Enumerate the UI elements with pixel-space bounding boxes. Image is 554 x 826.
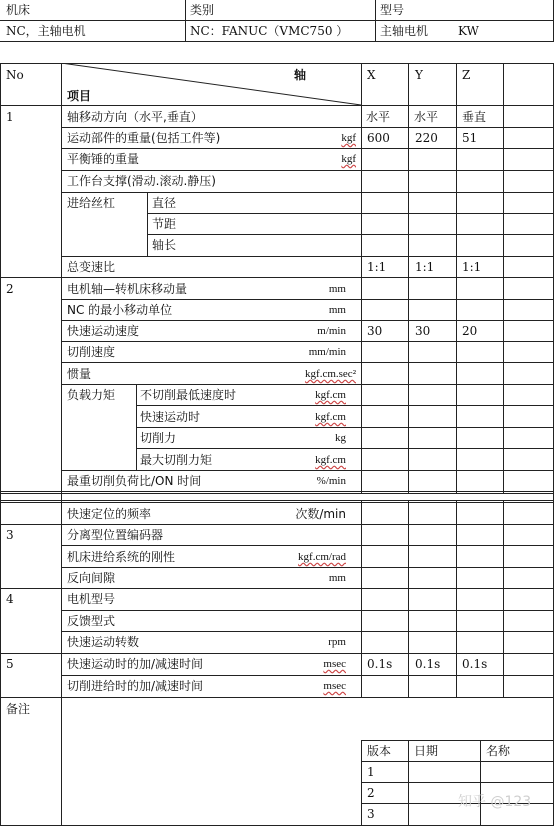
sub-unit: kgf.cm [315, 411, 346, 423]
sub-label: 快速运动时 [140, 410, 201, 424]
row-unit: m/min [317, 325, 346, 337]
row-unit: rpm [328, 636, 346, 648]
row-unit: msec [323, 680, 346, 692]
row-label: 反向间隙 [67, 571, 116, 585]
sub-label: 直径 [152, 196, 177, 210]
label-machine: 机床 [6, 3, 31, 17]
name-header: 名称 [486, 744, 511, 758]
row-label: 切削进给时的加/减速时间 [67, 679, 204, 693]
cell-x: 600 [367, 131, 390, 145]
axis-z: Z [462, 68, 471, 82]
cell-z: 0.1s [462, 657, 488, 671]
group-2: 2 [6, 282, 14, 296]
date-header: 日期 [414, 744, 439, 758]
col-item: 项目 [67, 89, 92, 103]
row-label: 机床进给系统的刚性 [67, 550, 176, 564]
col-no: No [6, 68, 24, 82]
cell-z: 垂直 [462, 110, 487, 124]
sub-label: 最大切削力矩 [140, 453, 213, 467]
group-1: 1 [6, 110, 14, 124]
group-5: 5 [6, 657, 14, 671]
sub-unit: kgf.cm [315, 389, 346, 401]
row-unit: kgf.cm/rad [298, 551, 346, 563]
cell-x: 水平 [366, 110, 391, 124]
cell-z: 20 [462, 324, 478, 338]
row-unit: msec [323, 658, 346, 670]
sub-unit: kgf.cm [315, 454, 346, 466]
sub-unit: kg [335, 432, 346, 444]
label-model: 型号 [380, 3, 405, 17]
row-label: 平衡锤的重量 [67, 152, 140, 166]
version-number: 3 [367, 807, 375, 821]
row-unit: kgf.cm.sec² [305, 368, 356, 380]
row-label: 进给丝杠 [67, 196, 116, 210]
cell-z: 1:1 [462, 260, 482, 274]
header-diagonal [61, 63, 362, 106]
row-unit: mm [328, 283, 346, 295]
cell-x: 1:1 [367, 260, 387, 274]
cell-y: 30 [415, 324, 431, 338]
row-label: 最重切削负荷比/ON 时间 [67, 474, 202, 488]
row-label: 轴移动方向（水平,垂直） [67, 110, 203, 124]
value-machine: NC，主轴电机 [6, 24, 86, 38]
row-label: 电机型号 [67, 592, 116, 606]
row-label: 反馈型式 [67, 614, 116, 628]
axis-x: X [367, 68, 376, 82]
sub-label: 切削力 [140, 431, 177, 445]
row-label: 分离型位置编码器 [67, 528, 164, 542]
row-unit: kgf [341, 132, 356, 144]
row-label: 总变速比 [67, 260, 116, 274]
row-unit: mm [328, 572, 346, 584]
row-label: 电机轴—转机床移动量 [67, 282, 188, 296]
cell-y: 220 [415, 131, 438, 145]
sub-label: 不切削最低速度时 [140, 388, 237, 402]
row-label: 工作台支撑(滑动.滚动.静压) [67, 174, 216, 188]
row-unit: %/min [316, 475, 346, 487]
sub-label: 节距 [152, 217, 177, 231]
axis-y: Y [415, 68, 423, 82]
remarks-label: 备注 [6, 702, 31, 716]
group-4: 4 [6, 592, 14, 606]
cell-y: 0.1s [415, 657, 441, 671]
version-number: 1 [367, 765, 375, 779]
cell-z: 51 [462, 131, 478, 145]
cell-x: 0.1s [367, 657, 393, 671]
row-label: NC 的最小移动单位 [67, 303, 173, 317]
cell-y: 1:1 [415, 260, 435, 274]
row-label: 快速运动速度 [67, 324, 140, 338]
value-model: 主轴电机 [380, 24, 429, 38]
version-number: 2 [367, 786, 375, 800]
value-unit-kw: KW [458, 24, 479, 38]
row-unit: mm/min [308, 346, 346, 358]
row-label: 快速运动时的加/减速时间 [67, 657, 204, 671]
cell-x: 30 [367, 324, 383, 338]
version-header: 版本 [367, 744, 392, 758]
row-label: 惯量 [67, 367, 92, 381]
row-unit: mm [328, 304, 346, 316]
row-label: 快速定位的频率 [67, 507, 152, 521]
row-label: 快速运动转数 [67, 635, 140, 649]
value-category: NC：FANUC（VMC750 ） [190, 24, 349, 38]
col-axis: 轴 [294, 68, 307, 82]
row-label: 运动部件的重量(包括工件等) [67, 131, 221, 145]
group-3: 3 [6, 528, 14, 542]
row-unit: kgf [341, 153, 356, 165]
row-label: 负载力矩 [67, 388, 116, 402]
label-category: 类别 [190, 3, 215, 17]
row-label: 切削速度 [67, 345, 116, 359]
sub-label: 轴长 [152, 238, 177, 252]
watermark: 知乎 @123 [458, 794, 532, 810]
cell-y: 水平 [414, 110, 439, 124]
row-unit: 次数/min [295, 507, 346, 521]
